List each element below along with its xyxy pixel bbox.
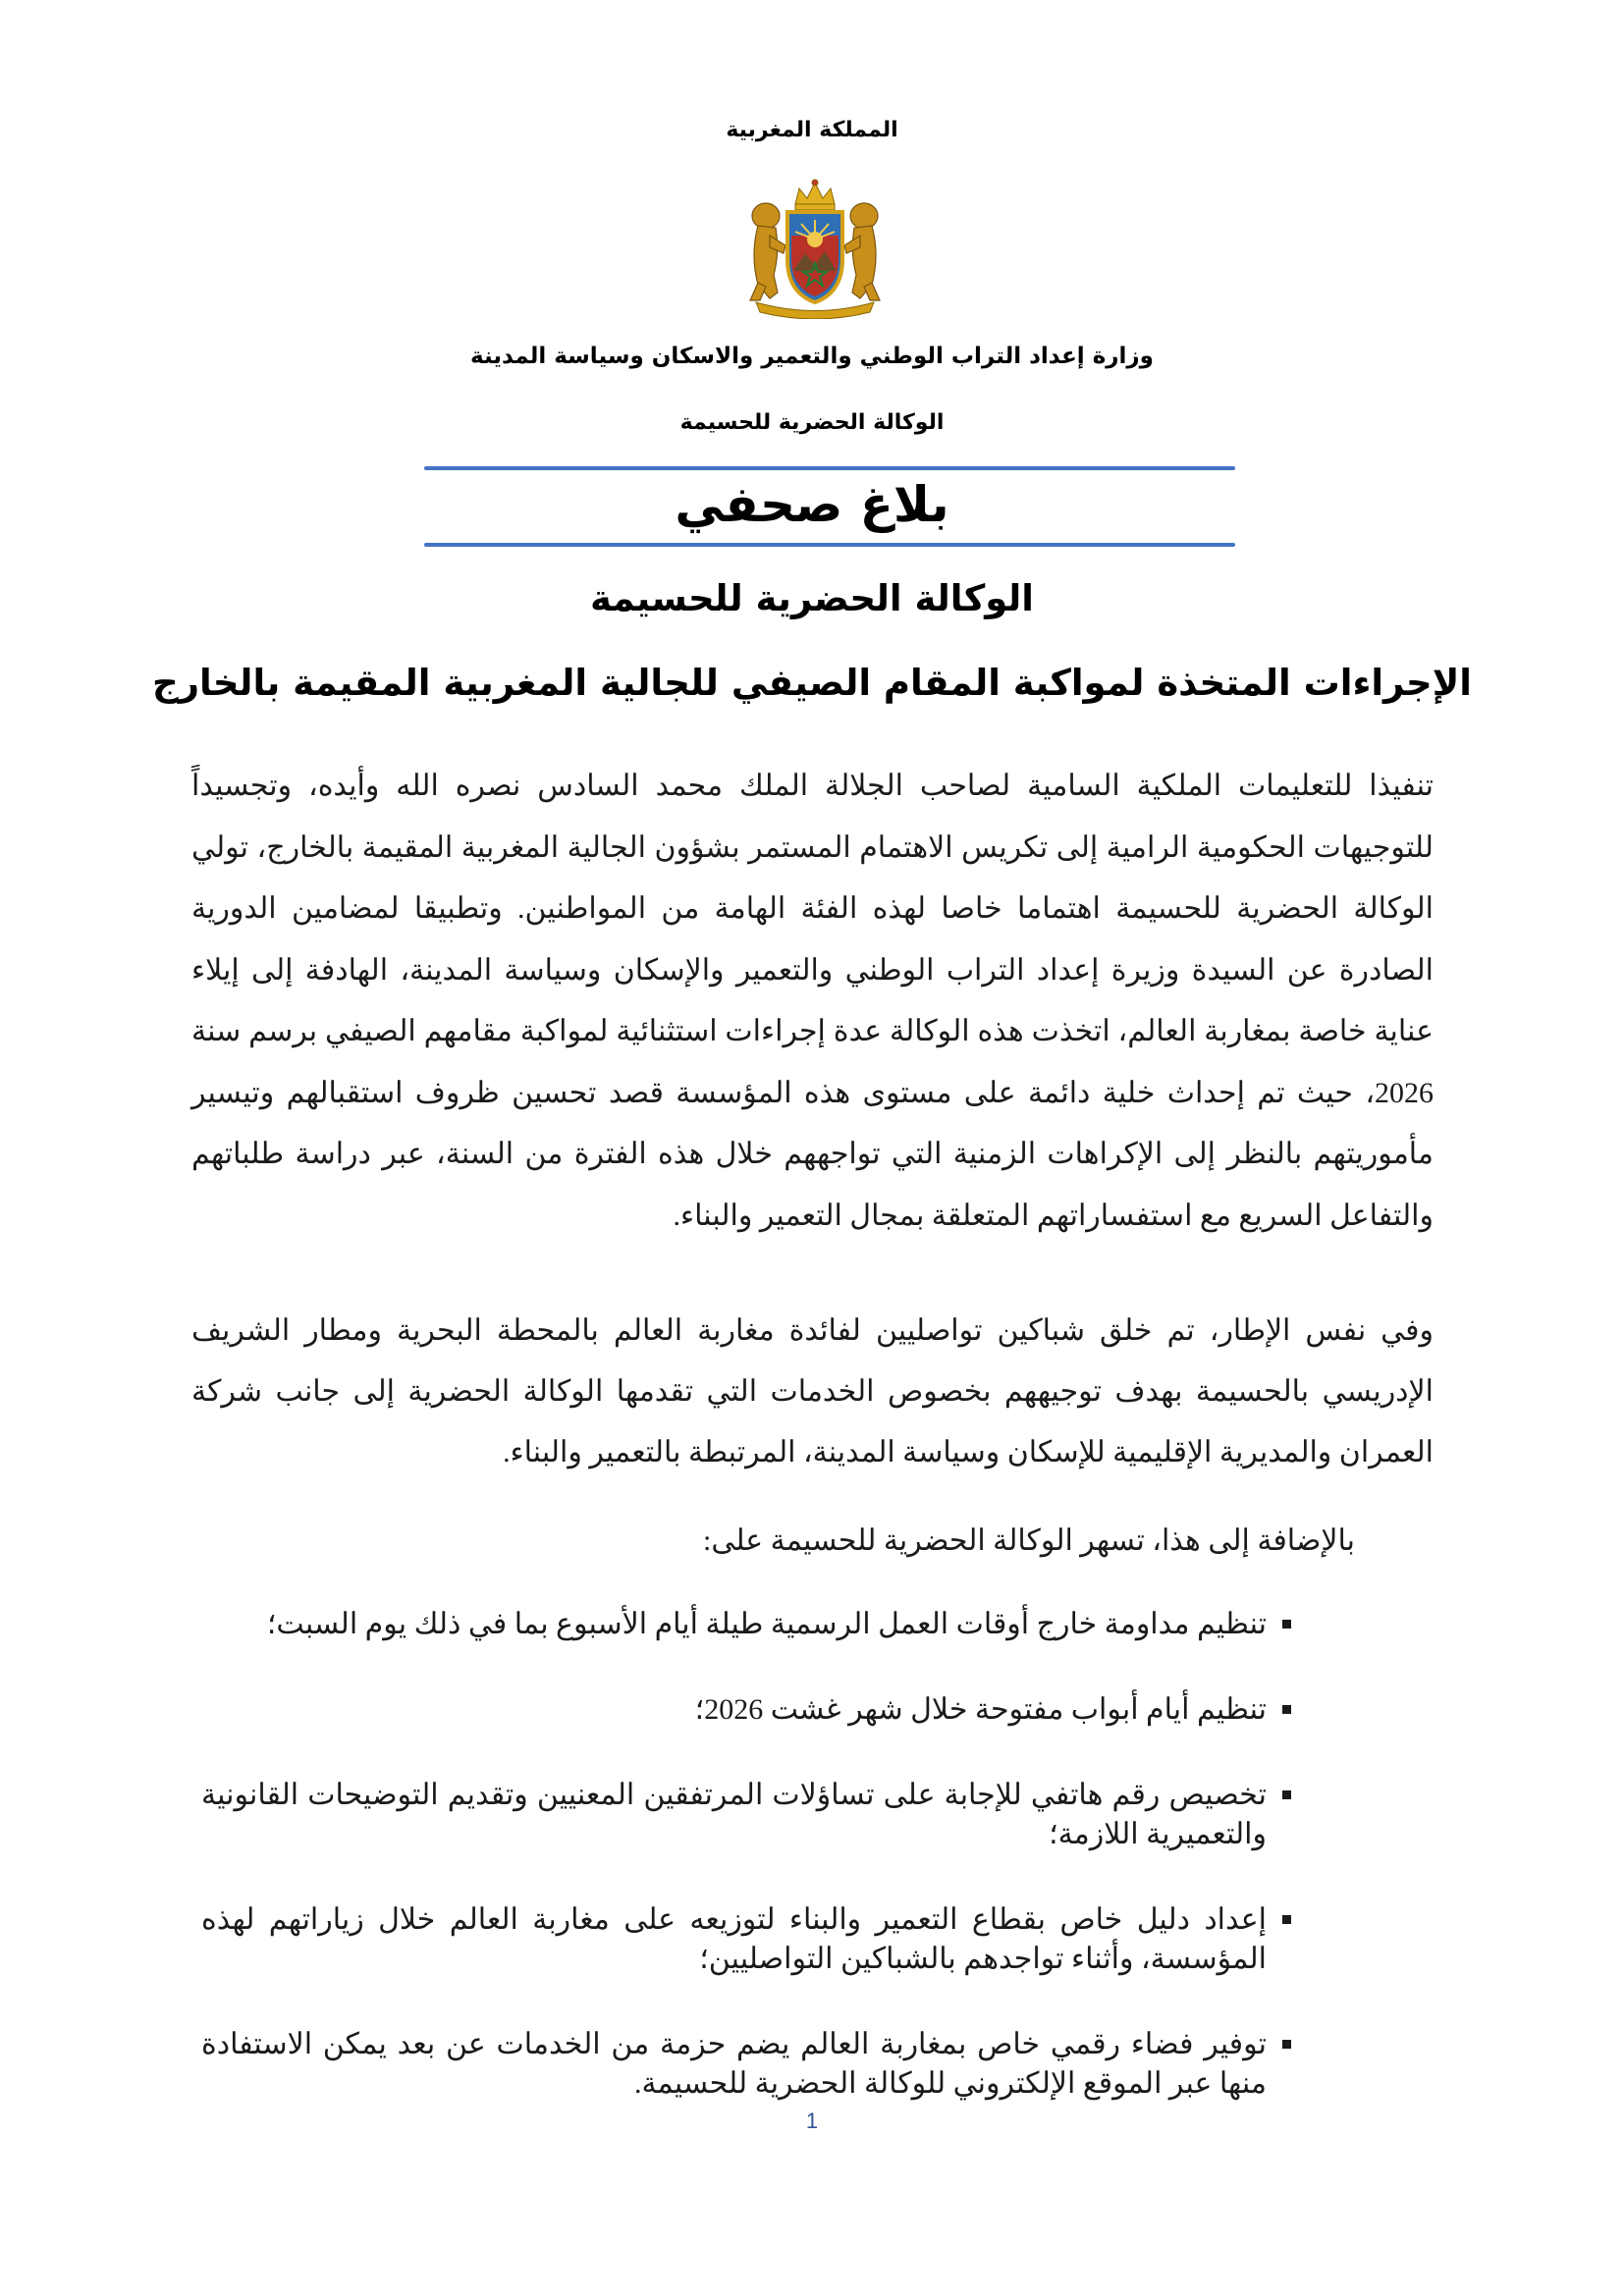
agency-name: الوكالة الحضرية للحسيمة [679, 410, 945, 435]
body-paragraph-1: تنفيذا للتعليمات الملكية السامية لصاحب الجلالة الملك محمد السادس نصره الله وأيده، وتجسيداً للتوجيهات الحكومية الرامية إلى تكريس الاهتمام المستمر بشؤون الجالية المغربية المقيمة بالخارج، تولي الوكالة الحضرية للحسيمة اهتماما خاصا لهذه الفئة الهامة من المواطنين. وتطبيقا لمضامين الدورية الصادرة عن السيدة وزيرة إعداد التراب الوطني والتعمير والإسكان وسياسة المدينة، الهادفة إلى إيلاء عناية خاصة بمغاربة العالم، اتخذت هذه الوكالة عدة إجراءات استثنائية لمواكبة مقامهم الصيفي برسم سنة 2026، حيث تم إحداث خلية دائمة على مستوى هذه المؤسسة قصد تحسين ظروف استقبالهم وتيسير مأموريتهم بالنظر إلى الإكراهات الزمنية التي تواجههم خلال هذه الفترة من السنة، عبر دراسة طلباتهم والتفاعل السريع مع استفساراتهم المتعلقة بمجال التعمير والبناء. [191, 770, 1434, 1232]
list-item [201, 2025, 1291, 2104]
square-bullet-icon [1282, 2040, 1291, 2049]
page-number: 1 [805, 2109, 819, 2133]
measures-list [201, 1605, 1291, 2150]
title-rule-bottom [424, 543, 1235, 547]
ministry-name: وزارة إعداد التراب الوطني والتعمير والاسكان وسياسة المدينة [470, 344, 1154, 369]
body-paragraph-2: وفي نفس الإطار، تم خلق شباكين تواصليين لفائدة مغاربة العالم بالمحطة البحرية ومطار الشريف الإدريسي بالحسيمة بهدف توجيههم بخصوص الخدمات التي تقدمها الوكالة الحضرية إلى جانب شركة العمران والمديرية الإقليمية للإسكان وسياسة المدينة، المرتبطة بالتعمير والبناء. [191, 1314, 1434, 1468]
list-item [201, 1605, 1291, 1644]
press-release-title: بلاغ صحفي [675, 476, 949, 533]
coat-of-arms-icon [736, 177, 893, 319]
square-bullet-icon [1282, 1915, 1291, 1924]
square-bullet-icon [1282, 1620, 1291, 1629]
agency-heading: الوكالة الحضرية للحسيمة [590, 577, 1034, 619]
list-item-text: تخصيص رقم هاتفي للإجابة على تساؤلات المرتفقين المعنيين وتقديم التوضيحات القانونية والتعميرية اللازمة؛ [201, 1779, 1267, 1850]
subject-heading: الإجراءات المتخذة لمواكبة المقام الصيفي للجالية المغربية المقيمة بالخارج [152, 662, 1472, 704]
square-bullet-icon [1282, 1705, 1291, 1714]
list-item [201, 1776, 1291, 1854]
list-item [201, 1900, 1291, 1979]
list-item [201, 1690, 1291, 1730]
list-item-text: توفير فضاء رقمي خاص بمغاربة العالم يضم حزمة من الخدمات عن بعد يمكن الاستفادة منها عبر الموقع الإلكتروني للوكالة الحضرية للحسيمة. [201, 2028, 1267, 2100]
square-bullet-icon [1282, 1790, 1291, 1799]
list-item-text: تنظيم مداومة خارج أوقات العمل الرسمية طيلة أيام الأسبوع بما في ذلك يوم السبت؛ [266, 1608, 1267, 1640]
list-intro: بالإضافة إلى هذا، تسهر الوكالة الحضرية للحسيمة على: [702, 1524, 1355, 1557]
kingdom-name: المملكة المغربية [726, 118, 898, 142]
list-item-text: إعداد دليل خاص بقطاع التعمير والبناء لتوزيعه على مغاربة العالم خلال زياراتهم لهذه المؤسسة، وأثناء تواجدهم بالشباكين التواصليين؛ [201, 1903, 1267, 1975]
list-item-text: تنظيم أيام أبواب مفتوحة خلال شهر غشت 2026؛ [694, 1693, 1267, 1726]
